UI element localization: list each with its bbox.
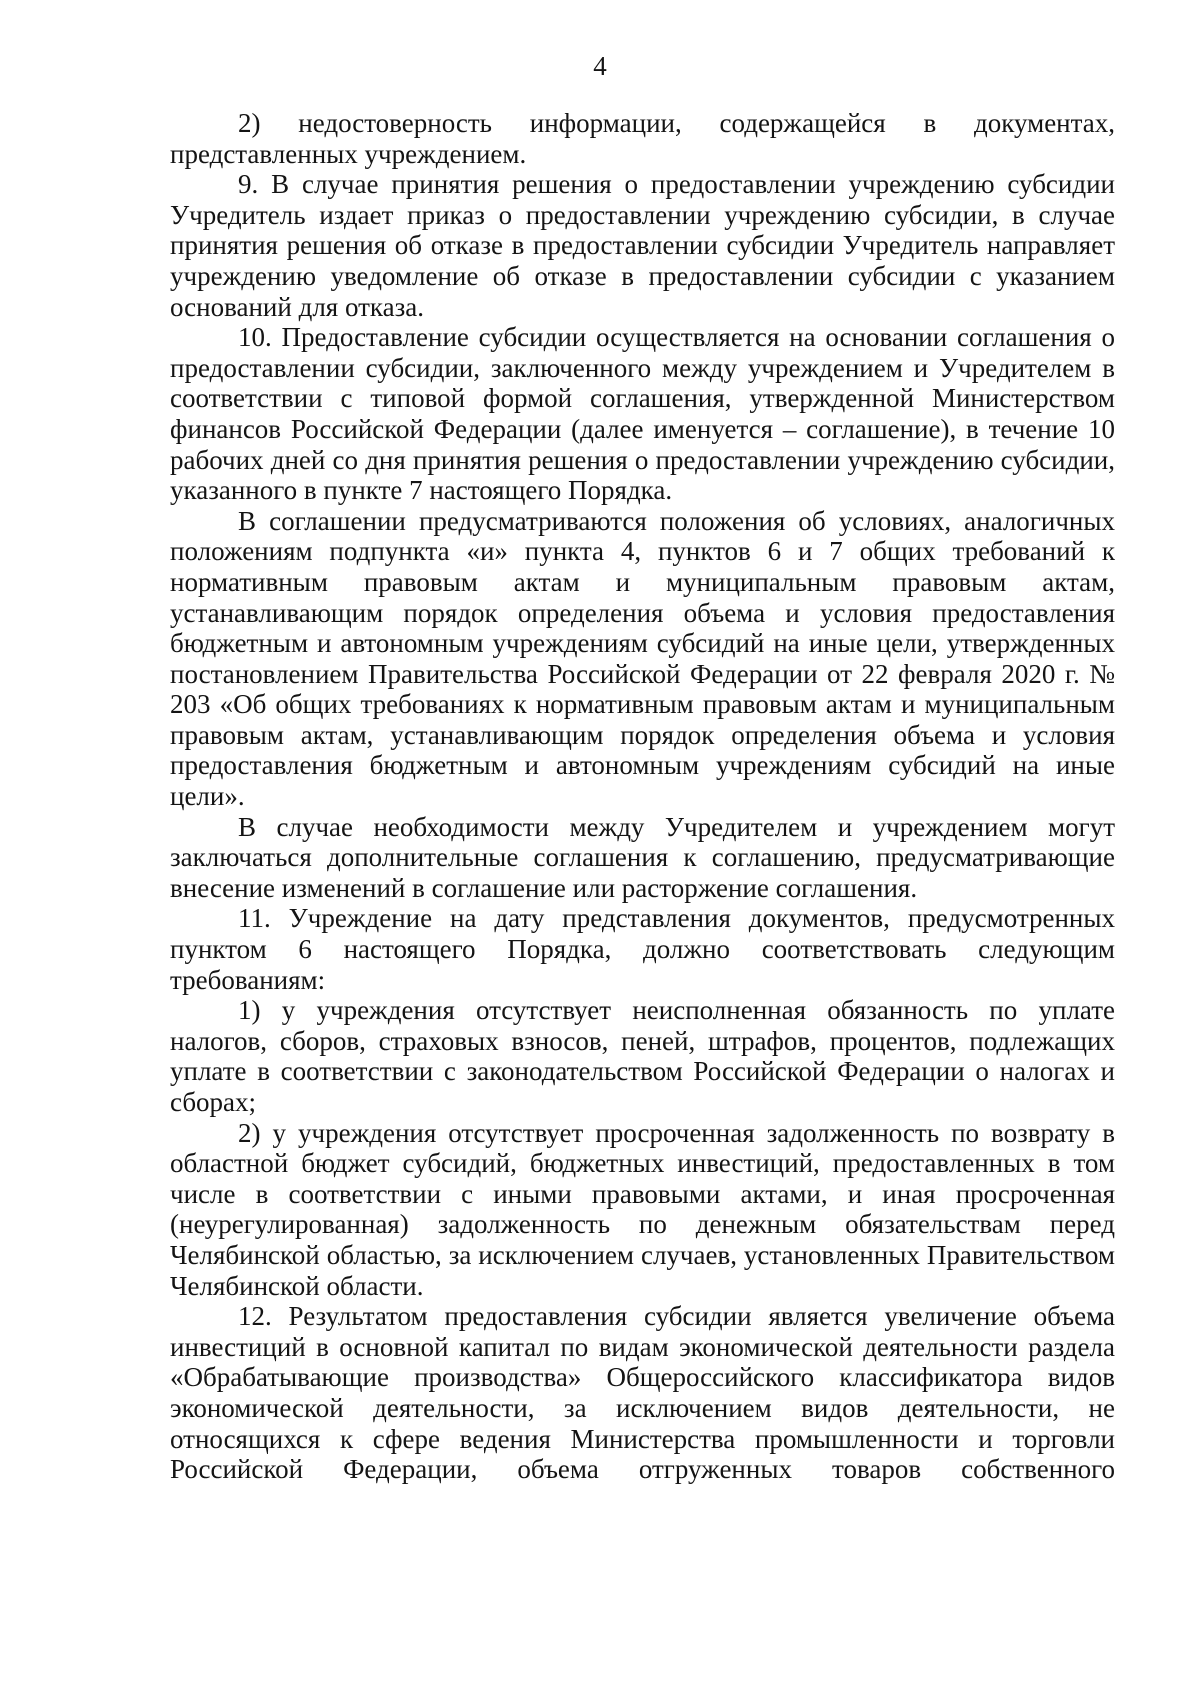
paragraph-clause-9: 9. В случае принятия решения о предоставлении учреждению субсидии Учредитель издает приказ о предоставлении учреждению субсидии, в случае принятия решения об отказе в предоставлении субсидии Учредитель направляет учреждению уведомление об отказе в предоставлении субсидии с указанием оснований для отказа. — [170, 169, 1115, 322]
paragraph-agreement-provisions: В соглашении предусматриваются положения об условиях, аналогичных положениям подпункта «и» пункта 4, пунктов 6 и 7 общих требований к нормативным правовым актам и муниципальным правовым актам, устанавливающим порядок определения объема и условия предоставления бюджетным и автономным учреждениям субсидий на иные цели, утвержденных постановлением Правительства Российской Федерации от 22 февраля 2020 г. № 203 «Об общих требованиях к нормативным правовым актам и муниципальным правовым актам, устанавливающим порядок определения объема и условия предоставления бюджетным и автономным учреждениям субсидий на иные цели». — [170, 505, 1115, 812]
paragraph-clause-10: 10. Предоставление субсидии осуществляется на основании соглашения о предоставлении субсидии, заключенного между учреждением и Учредителем в соответствии с типовой формой соглашения, утвержденной Министерством финансов Российской Федерации (далее именуется – соглашение), в течение 10 рабочих дней со дня принятия решения о предоставлении учреждению субсидии, указанного в пункте 7 настоящего Порядка. — [170, 322, 1115, 506]
paragraph-requirement-2: 2) у учреждения отсутствует просроченная задолженность по возврату в областной бюджет субсидий, бюджетных инвестиций, предоставленных в том числе в соответствии с иными правовыми актами, и иная просроченная (неурегулированная) задолженность по денежным обязательствам перед Челябинской областью, за исключением случаев, установленных Правительством Челябинской области. — [170, 1117, 1115, 1301]
document-body — [170, 108, 1115, 1485]
page-number: 4 — [593, 51, 607, 81]
paragraph-clause-11: 11. Учреждение на дату представления документов, предусмотренных пунктом 6 настоящего Порядка, должно соответствовать следующим требованиям: — [170, 903, 1115, 995]
paragraph-requirement-1: 1) у учреждения отсутствует неисполненная обязанность по уплате налогов, сборов, страховых взносов, пеней, штрафов, процентов, подлежащих уплате в соответствии с законодательством Российской Федерации о налогах и сборах; — [170, 995, 1115, 1117]
paragraph-item-2-invalid-info: 2) недостоверность информации, содержащейся в документах, представленных учреждением. — [170, 108, 1115, 169]
paragraph-additional-agreements: В случае необходимости между Учредителем и учреждением могут заключаться дополнительные соглашения к соглашению, предусматривающие внесение изменений в соглашение или расторжение соглашения. — [170, 811, 1115, 903]
paragraph-clause-12: 12. Результатом предоставления субсидии является увеличение объема инвестиций в основной капитал по видам экономической деятельности раздела «Обрабатывающие производства» Общероссийского классификатора видов экономической деятельности, за исключением видов деятельности, не относящихся к сфере ведения Министерства промышленности и торговли Российской Федерации, объема отгруженных товаров собственного — [170, 1301, 1115, 1485]
